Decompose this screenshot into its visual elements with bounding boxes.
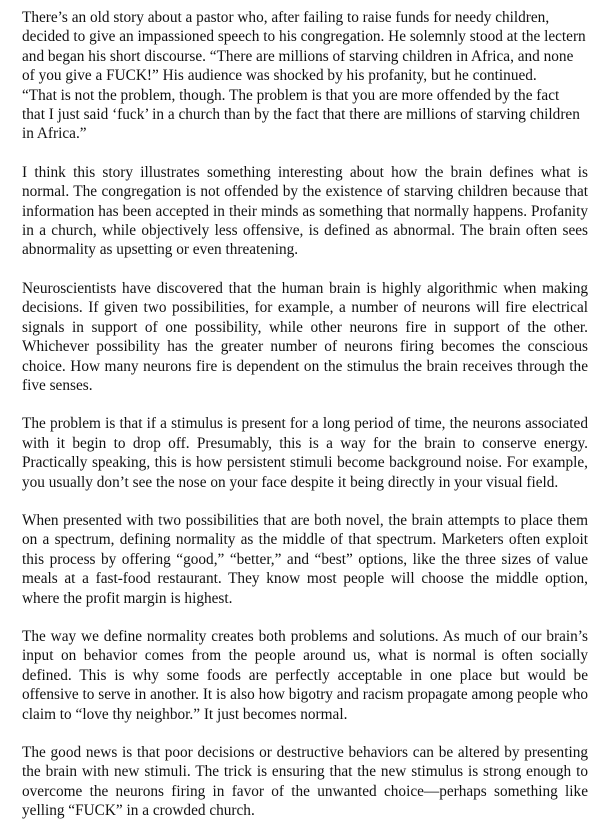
text-line: that I just said ‘fuck’ in a church than by the fact that there are millions of starving children [22, 106, 580, 124]
text-line: in Africa.” [22, 125, 87, 143]
paragraph-good-news: The good news is that poor decisions or destructive behaviors can be altered by presenting the brain with new stimuli. The trick is ensuring that the new stimulus is strong enough to overcome the neurons firing in favor of the unwanted choice—perhaps something like yelling “FUCK” in a crowded church. [22, 744, 588, 820]
paragraph-neuroscience-algorithmic: Neuroscientists have discovered that the human brain is highly algorithmic when making decisions. If given two possibilities, for example, a number of neurons will fire electrical signals in support of one possibility, while other neurons fire in support of the other. Whichever possibility has the greater number of neurons firing becomes the conscious choice. How many neurons fire is dependent on the stimulus the brain receives through the five senses. [22, 279, 588, 394]
text-line: “That is not the problem, though. The problem is that you are more offended by the fact [22, 86, 560, 104]
paragraph-stimulus-drop-off: The problem is that if a stimulus is present for a long period of time, the neurons associated with it begin to drop off. Presumably, this is a way for the brain to conserve energy. Practically speaking, this is how persistent stimuli become background noise. For example, you usually don’t see the nose on your face despite it being directly in your visual field. [22, 415, 588, 491]
paragraph-spectrum-marketing: When presented with two possibilities that are both novel, the brain attempts to place them on a spectrum, defining normality as the middle of that spectrum. Marketers often exploit this process by offering “good,” “better,” and “best” options, like the three sizes of value meals at a fast-food restaurant. They know most people will choose the middle option, where the profit margin is highest. [22, 511, 588, 607]
text-line: and began his short discourse. “There are millions of starving children in Africa, and none [22, 47, 574, 65]
text-line: decided to give an impassioned speech to his congregation. He solemnly stood at the lectern [22, 28, 586, 46]
text-line: of you give a FUCK!” His audience was shocked by his profanity, but he continued. [22, 67, 537, 85]
text-line: There’s an old story about a pastor who, after failing to raise funds for needy children, [22, 9, 550, 26]
paragraph-brain-defines-normal: I think this story illustrates something interesting about how the brain defines what is normal. The congregation is not offended by the existence of starving children because that information has been accepted in their minds as something that normally happens. Profanity in a church, while objectively less offensive, is defined as abnormal. The brain often sees abnormality as upsetting or even threatening. [22, 163, 588, 259]
paragraph-pastor-story [22, 8, 588, 144]
paragraph-normality-problems-solutions: The way we define normality creates both problems and solutions. As much of our brain’s input on behavior comes from the people around us, what is normal is often socially defined. This is why some foods are perfectly acceptable in one place but would be offensive to serve in another. It is also how bigotry and racism propagate among people who claim to “love thy neighbor.” It just becomes normal. [22, 627, 588, 723]
